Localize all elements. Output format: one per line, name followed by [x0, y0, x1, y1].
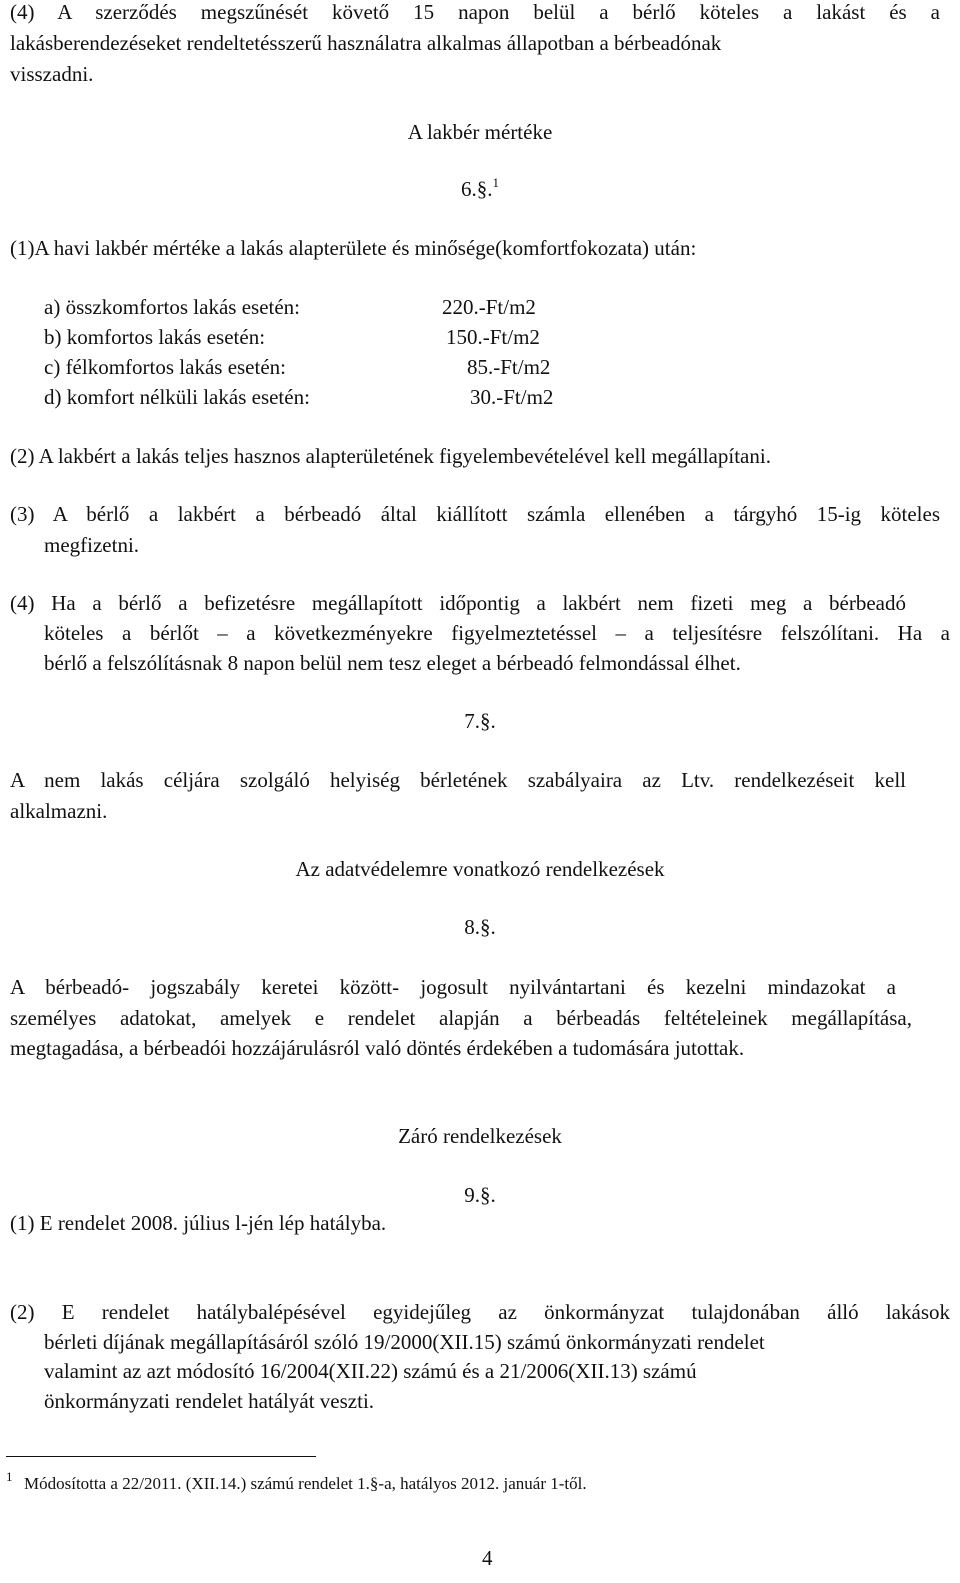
s6-p4-line-2: köteles a bérlőt – a következményekre figyelmeztetéssel – a teljesítésre felszólítani. Ha a [44, 621, 950, 645]
s6-p2: (2) A lakbért a lakás teljes hasznos alapterületének figyelembevételével kell megállapítani. [10, 444, 771, 468]
rate-value-a: 220.-Ft/m2 [442, 295, 536, 319]
s8-line-3: megtagadása, a bérbeadói hozzájárulásról való döntés érdekében a tudomására jutottak. [10, 1036, 745, 1060]
rate-label-c: c) félkomfortos lakás esetén: [44, 355, 286, 379]
section-6-number: 6.§. [461, 177, 493, 201]
p4-line-2: lakásberendezéseket rendeltetésszerű használatra alkalmas állapotban a bérbeadónak [10, 31, 722, 55]
s7-line-2: alkalmazni. [10, 799, 108, 823]
s6-p3-line-1: (3) A bérlő a lakbért a bérbeadó által kiállított számla ellenében a tárgyhó 15-ig köteles [10, 502, 940, 526]
s7-line-1: A nem lakás céljára szolgáló helyiség bérletének szabályaira az Ltv. rendelkezéseit kell [10, 768, 906, 792]
footnote-marker: 1 [6, 1469, 13, 1484]
rate-value-c: 85.-Ft/m2 [467, 355, 551, 379]
footnote-separator [6, 1456, 316, 1457]
heading-lakber: A lakbér mértéke [407, 120, 553, 144]
heading-adatvedelem: Az adatvédelemre vonatkozó rendelkezések [295, 857, 665, 881]
s9-p2-line-3: valamint az azt módosító 16/2004(XII.22) számú és a 21/2006(XII.13) számú [44, 1359, 697, 1383]
page-number: 4 [482, 1546, 493, 1570]
footnote-reference: 1 [492, 175, 499, 190]
s9-p2-line-4: önkormányzati rendelet hatályát veszti. [44, 1389, 375, 1413]
s6-p1: (1)A havi lakbér mértéke a lakás alapterülete és minősége(komfortfokozata) után: [10, 236, 697, 260]
s9-p2-line-2: bérleti díjának megállapításáról szóló 19/2000(XII.15) számú önkormányzati rendelet [44, 1330, 765, 1354]
rate-value-b: 150.-Ft/m2 [446, 325, 540, 349]
section-6-title [0, 177, 960, 201]
section-9-title: 9.§. [464, 1183, 496, 1207]
s6-p4-line-1: (4) Ha a bérlő a befizetésre megállapított időpontig a lakbért nem fizeti meg a bérbeadó [10, 591, 906, 615]
s8-line-1: A bérbeadó- jogszabály keretei között- jogosult nyilvántartani és kezelni mindazokat a [10, 975, 896, 999]
rate-label-d: d) komfort nélküli lakás esetén: [44, 385, 310, 409]
rate-value-d: 30.-Ft/m2 [470, 385, 554, 409]
p4-line-3: visszadni. [10, 62, 94, 86]
s9-p1: (1) E rendelet 2008. július l-jén lép hatályba. [10, 1211, 387, 1235]
section-8-title: 8.§. [464, 915, 496, 939]
footnote-text: Módosította a 22/2011. (XII.14.) számú rendelet 1.§-a, hatályos 2012. január 1-től. [24, 1474, 587, 1493]
s6-p3-line-2: megfizetni. [44, 533, 140, 557]
section-7-title: 7.§. [464, 709, 496, 733]
s6-p4-line-3: bérlő a felszólításnak 8 napon belül nem tesz eleget a bérbeadó felmondással élhet. [44, 651, 741, 675]
heading-zaro: Záró rendelkezések [398, 1124, 562, 1148]
s9-p2-line-1: (2) E rendelet hatálybalépésével egyidejűleg az önkormányzat tulajdonában álló lakások [10, 1300, 950, 1324]
s8-line-2: személyes adatokat, amelyek e rendelet alapján a bérbeadás feltételeinek megállapítása, [10, 1006, 912, 1030]
p4-line-1: (4) A szerződés megszűnését követő 15 napon belül a bérlő köteles a lakást és a [10, 0, 940, 24]
rate-label-b: b) komfortos lakás esetén: [44, 325, 266, 349]
rate-label-a: a) összkomfortos lakás esetén: [44, 295, 301, 319]
